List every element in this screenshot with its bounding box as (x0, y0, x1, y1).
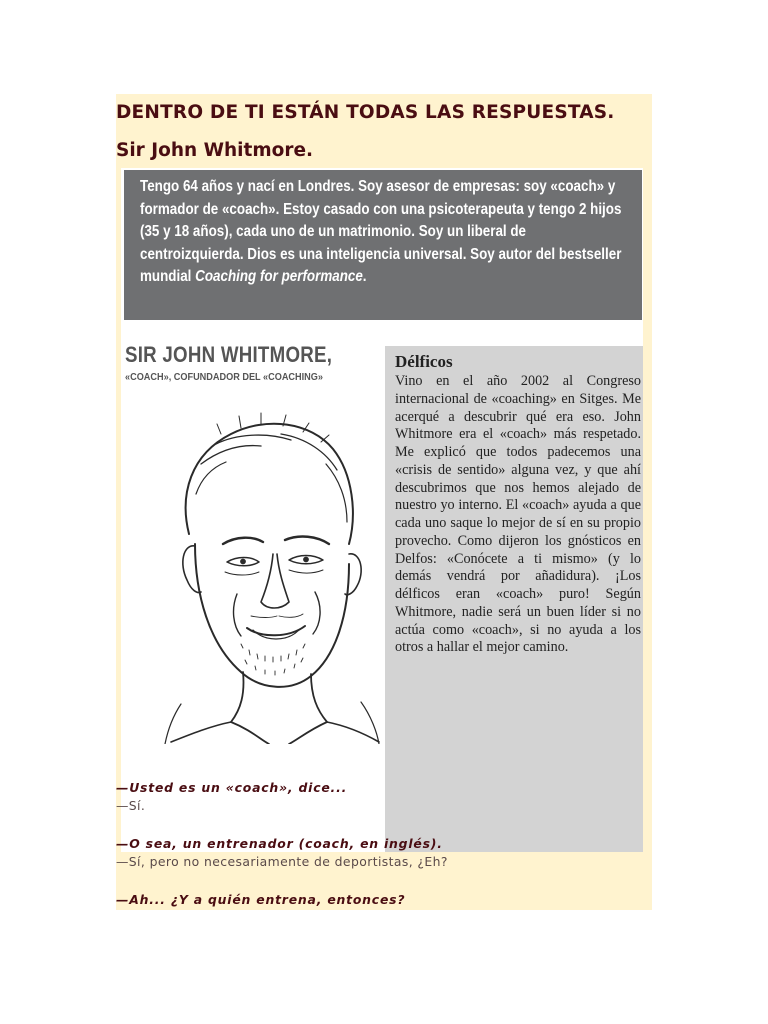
interviewee-subtitle: «COACH», COFUNDADOR DEL «COACHING» (125, 372, 323, 383)
article-page (116, 94, 652, 910)
interviewee-name: SIR JOHN WHITMORE, (125, 342, 333, 367)
bio-text: Tengo 64 años y nací en Londres. Soy asesor de empresas: soy «coach» y formador de «coach». Estoy casado con una psicoterapeuta y tengo 2 hijos (35 y 18 años), cada uno de un matrimonio. Soy un liberal de centroizquierda. Dios es una inteligencia universal. Soy autor del bestseller mundial Coaching for performance. (140, 178, 622, 286)
dialogue-line-3: —O sea, un entrenador (coach, en inglés). (116, 836, 443, 851)
article-heading: DENTRO DE TI ESTÁN TODAS LAS RESPUESTAS. (116, 102, 615, 123)
sidebar-title: Délficos (395, 352, 453, 371)
dialogue-line-1: —Usted es un «coach», dice... (116, 780, 348, 795)
sidebar-text: Vino en el año 2002 al Congreso internacional de «coaching» en Sitges. Me acerqué a descubrir qué era eso. John Whitmore era el «coach» más respetado. Me explicó que todos padecemos una «crisis de sentido» alguna vez, y que ahí descubrimos que nos hemos alejado de nuestro yo interno. El «coach» ayuda a que cada uno saque lo mejor de sí en su propio provecho. Como dijeron los gnósticos en Delfos: «Conócete a ti mismo» (y lo demás vendrá por añadidura). ¡Los délficos eran «coach» puro! Según Whitmore, nadie será un buen líder si no actúa como «coach», si no ayuda a los otros a hallar el mejor camino. (395, 373, 641, 656)
dialogue-line-4: —Sí, pero no necesariamente de deportistas, ¿Eh? (116, 854, 448, 869)
book-title: Coaching for performance (195, 268, 363, 286)
dialogue-line-2: —Sí. (116, 798, 146, 813)
sidebar-delficos (385, 346, 643, 852)
newspaper-clipping (121, 168, 643, 852)
dialogue-line-5: —Ah... ¿Y a quién entrena, entonces? (116, 892, 406, 907)
bio-box (124, 170, 642, 320)
author-name: Sir John Whitmore. (116, 140, 314, 161)
portrait-drawing (161, 404, 381, 744)
